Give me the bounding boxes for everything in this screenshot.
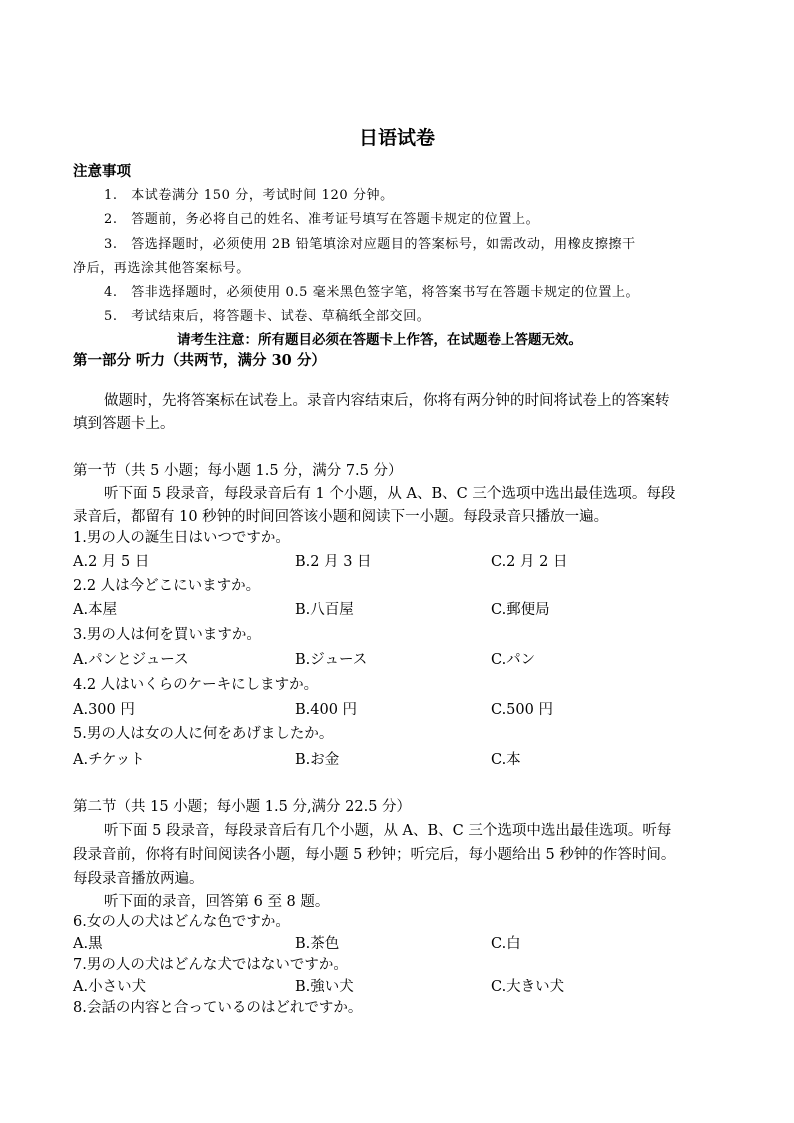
section2-intro: 听下面 5 段录音，每段录音后有几个小题，从 A、B、C 三个选项中选出最佳选项。听每: [104, 823, 672, 839]
option-c: C.本: [491, 752, 521, 768]
option-b: B.お金: [295, 752, 340, 768]
question-text: 1.男の人の誕生日はいつですか。: [73, 530, 290, 546]
option-a: A.パンとジュース: [73, 652, 189, 668]
option-a: A.チケット: [73, 752, 145, 768]
option-b: B.茶色: [295, 936, 340, 952]
option-b: B.400 円: [295, 702, 358, 718]
question-text: 2.2 人は今どこにいますか。: [73, 578, 261, 594]
notice-item: 3. 答选择题时，必须使用 2B 铅笔填涂对应题目的答案标号，如需改动，用橡皮擦擦干: [104, 237, 636, 252]
option-a: A.2 月 5 日: [73, 554, 150, 570]
section1-intro: 听下面 5 段录音，每段录音后有 1 个小题，从 A、B、C 三个选项中选出最佳选项。每段: [104, 486, 676, 502]
page-title: 日语试卷: [358, 127, 435, 149]
section2-intro: 段录音前，你将有时间阅读各小题，每小题 5 秒钟；听完后，每小题给出 5 秒钟的作答时间。: [73, 847, 676, 863]
notice-item: 5. 考试结束后，将答题卡、试卷、草稿纸全部交回。: [104, 309, 431, 324]
notice-item-continued: 净后，再选涂其他答案标号。: [73, 261, 250, 276]
option-a: A.小さい犬: [73, 979, 147, 995]
option-b: B.2 月 3 日: [295, 554, 372, 570]
option-c: C.500 円: [491, 702, 553, 718]
option-c: C.大きい犬: [491, 979, 565, 995]
question-text: 3.男の人は何を買いますか。: [73, 627, 261, 643]
part1-heading: 第一部分 听力（共两节，满分 30 分）: [73, 352, 326, 369]
section1-heading: 第一节（共 5 小题；每小题 1.5 分，满分 7.5 分）: [73, 463, 403, 479]
notice-item: 2. 答题前，务必将自己的姓名、准考证号填写在答题卡规定的位置上。: [104, 212, 540, 227]
section2-heading: 第二节（共 15 小题；每小题 1.5 分,满分 22.5 分）: [73, 799, 412, 815]
question-text: 4.2 人はいくらのケーキにしますか。: [73, 677, 319, 693]
notice-item: 4. 答非选择题时，必须使用 0.5 毫米黑色签字笔，将答案书写在答题卡规定的位置上。: [104, 285, 640, 300]
question-text: 5.男の人は女の人に何をあげましたか。: [73, 726, 334, 742]
question-text: 8.会話の内容と合っているのはどれですか。: [73, 1000, 363, 1016]
option-b: B.強い犬: [295, 979, 354, 995]
option-c: C.パン: [491, 652, 536, 668]
part1-intro: 填到答题卡上。: [73, 416, 175, 432]
question-text: 6.女の人の犬はどんな色ですか。: [73, 914, 290, 930]
notice-heading: 注意事项: [73, 163, 131, 180]
option-a: A.黒: [73, 936, 103, 952]
section2-sub-intro: 听下面的录音，回答第 6 至 8 题。: [104, 894, 330, 910]
option-c: C.郵便局: [491, 602, 550, 618]
option-b: B.ジュース: [295, 652, 368, 668]
option-a: A.本屋: [73, 602, 118, 618]
option-a: A.300 円: [73, 702, 135, 718]
option-c: C.白: [491, 936, 521, 952]
notice-item: 1. 本试卷满分 150 分，考试时间 120 分钟。: [104, 188, 394, 203]
part1-intro: 做题时，先将答案标在试卷上。录音内容结束后，你将有两分钟的时间将试卷上的答案转: [104, 393, 670, 409]
option-b: B.八百屋: [295, 602, 354, 618]
exam-warning: 请考生注意：所有题目必须在答题卡上作答，在试题卷上答题无效。: [177, 332, 582, 348]
section2-intro: 每段录音播放两遍。: [73, 871, 204, 887]
section1-intro: 录音后，都留有 10 秒钟的时间回答该小题和阅读下一小题。每段录音只播放一遍。: [73, 509, 609, 525]
option-c: C.2 月 2 日: [491, 554, 568, 570]
question-text: 7.男の人の犬はどんな犬ではないですか。: [73, 957, 348, 973]
